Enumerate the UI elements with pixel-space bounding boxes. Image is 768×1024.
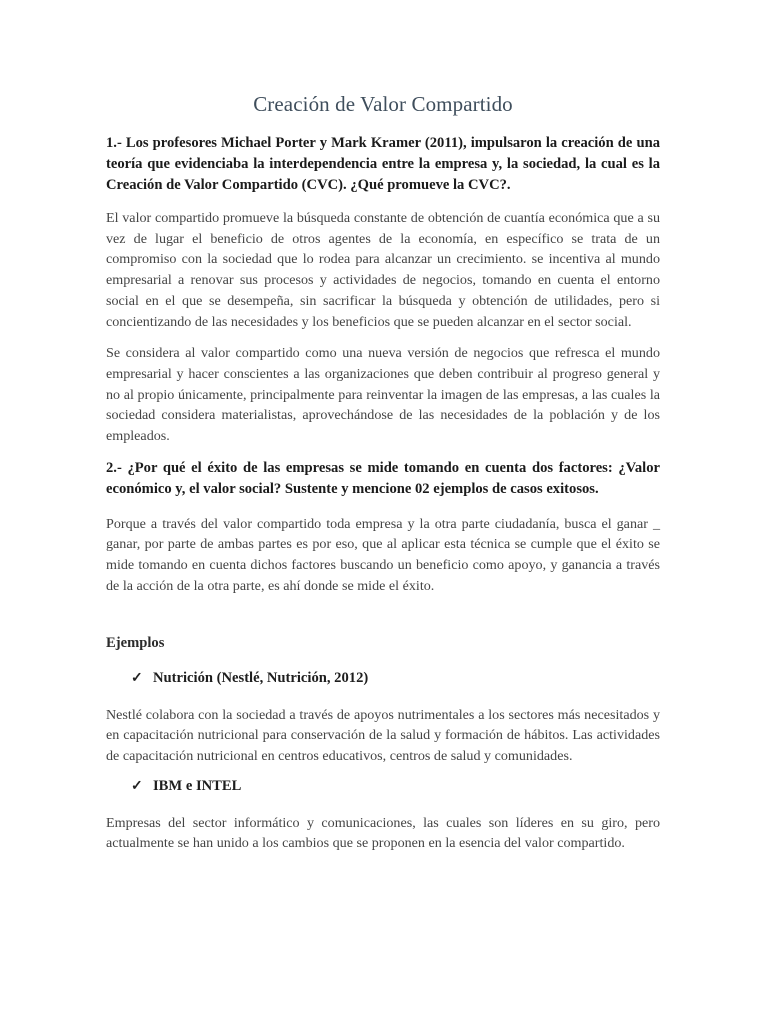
answer-1-paragraph-1: El valor compartido promueve la búsqueda constante de obtención de cuantía económica que a su vez de lugar el beneficio de otros agentes de la economía, en específico se trata de un compromiso con la sociedad que lo rodea para alcanzar un crecimiento. se incentiva al mundo empresarial a renovar sus procesos y actividades de negocios, tomando en cuenta el entorno social en el que se desempeña, sin sacrificar la búsqueda y obtención de utilidades, pero si concientizando de las necesidades y los beneficios que se pueden alcanzar en el sector social. [106, 210, 660, 330]
checkmark-icon: ✓ [131, 778, 143, 794]
document-title: Creación de Valor Compartido [253, 92, 513, 116]
example-1-text: Nestlé colabora con la sociedad a través de apoyos nutrimentales a los sectores más necesitados y en capacitación nutricional para conservación de la salud y formación de hábitos. Las actividades de capacitación nutricional en centros educativos, centros de salud y comunidades. [106, 706, 660, 764]
answer-1-paragraph-2: Se considera al valor compartido como una nueva versión de negocios que refresca el mundo empresarial y hacer conscientes a las organizaciones que deben contribuir al progreso general y no al propio únicamente, principalmente para reinventar la imagen de las empresas, a las cuales la sociedad considera materialistas, aprovechándose de las necesidades de la población y de los empleados. [106, 345, 660, 445]
question-2: 2.- ¿Por qué el éxito de las empresas se mide tomando en cuenta dos factores: ¿Valor económico y, el valor social? Sustente y mencione 02 ejemplos de casos exitosos. [106, 459, 660, 497]
example-1-title [106, 670, 660, 687]
example-1-title-text: Nutrición (Nestlé, Nutrición, 2012) [153, 669, 369, 686]
examples-heading: Ejemplos [106, 634, 165, 651]
question-1: 1.- Los profesores Michael Porter y Mark Kramer (2011), impulsaron la creación de una teoría que evidenciaba la interdependencia entre la empresa y, la sociedad, la cual es la Creación de Valor Compartido (CVC). ¿Qué promueve la CVC?. [106, 135, 660, 193]
example-2-title-text: IBM e INTEL [153, 777, 242, 794]
document-page [106, 92, 660, 865]
example-2-title [106, 778, 660, 795]
answer-2-paragraph: Porque a través del valor compartido toda empresa y la otra parte ciudadanía, busca el ganar _ ganar, por parte de ambas partes es por eso, que al aplicar esta técnica se cumple que el éxito se mide tomando en cuenta dichos factores buscando un beneficio como apoyo, y ganancia a través de la acción de la otra parte, es ahí donde se mide el éxito. [106, 515, 660, 594]
checkmark-icon: ✓ [131, 670, 143, 686]
example-2-text: Empresas del sector informático y comunicaciones, las cuales son líderes en su giro, pero actualmente se han unido a los cambios que se proponen en la esencia del valor compartido. [106, 814, 660, 852]
